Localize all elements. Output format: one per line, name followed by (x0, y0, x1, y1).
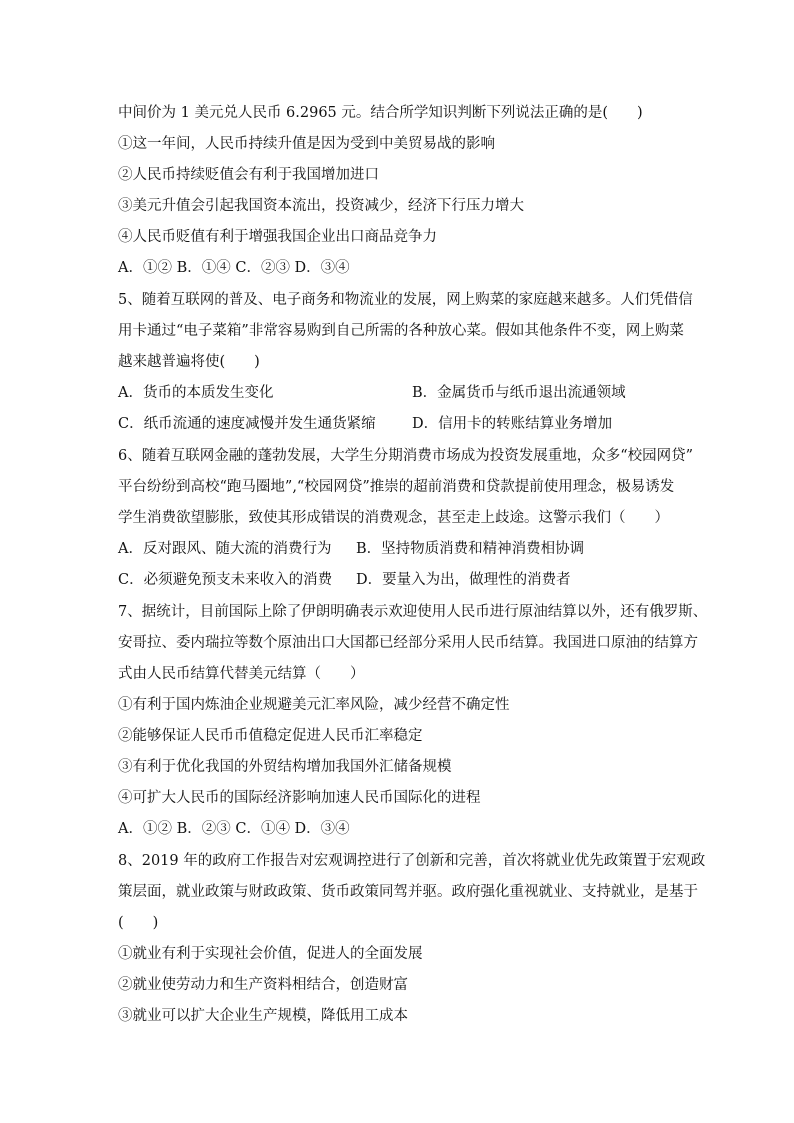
q4-item-3: ③美元升值会引起我国资本流出，投资减少，经济下行压力增大 (118, 198, 524, 214)
q7-options: A．①② B．②③ C．①④ D．③④ (118, 821, 350, 837)
q7-item-3: ③有利于优化我国的外贸结构增加我国外汇储备规模 (118, 759, 452, 775)
q5-option-b: B．金属货币与纸币退出流通领域 (412, 385, 626, 401)
q8-item-1: ①就业有利于实现社会价值，促进人的全面发展 (118, 946, 423, 962)
q5-stem-line-1: 5、随着互联网的普及、电子商务和物流业的发展，网上购菜的家庭越来越多。人们凭借信 (118, 292, 693, 308)
q8-stem-line-2: 策层面，就业政策与财政政策、货币政策同驾并驱。政府强化重视就业、支持就业，是基于 (118, 884, 698, 900)
q7-stem-line-3: 式由人民币结算代替美元结算（ ） (118, 666, 365, 682)
q6-options-row-2 (118, 570, 571, 590)
q6-option-b: B．坚持物质消费和精神消费相协调 (356, 541, 585, 557)
q5-stem-line-3: 越来越普遍将使( ) (118, 354, 260, 370)
q6-option-d: D．要量入为出，做理性的消费者 (356, 572, 571, 588)
q6-option-a: A．反对跟风、随大流的消费行为 (118, 541, 332, 557)
q8-stem-line-1: 8、2019 年的政府工作报告对宏观调控进行了创新和完善，首次将就业优先政策置于宏观政 (118, 853, 706, 869)
q8-item-2: ②就业使劳动力和生产资料相结合，创造财富 (118, 977, 408, 993)
q7-stem-line-2: 安哥拉、委内瑞拉等数个原油出口大国都已经部分采用人民币结算。我国进口原油的结算方 (118, 635, 698, 651)
q5-options-row-1 (118, 383, 626, 403)
q6-option-c: C．必须避免预支未来收入的消费 (118, 572, 333, 588)
q5-options-row-2 (118, 414, 613, 434)
q7-stem-line-1: 7、据统计，目前国际上除了伊朗明确表示欢迎使用人民币进行原油结算以外，还有俄罗斯、 (118, 604, 708, 620)
q5-stem-line-2: 用卡通过“电子菜箱”非常容易购到自己所需的各种放心菜。假如其他条件不变，网上购菜 (118, 323, 684, 339)
q8-stem-line-3: ( ) (118, 915, 159, 931)
q8-item-3: ③就业可以扩大企业生产规模，降低用工成本 (118, 1008, 408, 1024)
q5-option-d: D．信用卡的转账结算业务增加 (412, 416, 613, 432)
q5-option-a: A．货币的本质发生变化 (118, 385, 274, 401)
q4-options: A．①② B．①④ C．②③ D．③④ (118, 260, 350, 276)
q5-option-c: C．纸币流通的速度减慢并发生通货紧缩 (118, 416, 376, 432)
q4-item-4: ④人民币贬值有利于增强我国企业出口商品竞争力 (118, 229, 437, 245)
q4-item-2: ②人民币持续贬值会有利于我国增加进口 (118, 167, 379, 183)
q7-item-1: ①有利于国内炼油企业规避美元汇率风险，减少经营不确定性 (118, 697, 510, 713)
q6-stem-line-3: 学生消费欲望膨胀，致使其形成错误的消费观念，甚至走上歧途。这警示我们（ ） (118, 510, 669, 526)
q7-item-4: ④可扩大人民币的国际经济影响加速人民币国际化的进程 (118, 790, 481, 806)
q7-item-2: ②能够保证人民币币值稳定促进人民币汇率稳定 (118, 728, 423, 744)
q6-stem-line-1: 6、随着互联网金融的蓬勃发展，大学生分期消费市场成为投资发展重地，众多“校园网贷” (118, 448, 694, 464)
q4-item-1: ①这一年间，人民币持续升值是因为受到中美贸易战的影响 (118, 136, 495, 152)
q6-stem-line-2: 平台纷纷到高校“跑马圈地”,“校园网贷”推崇的超前消费和贷款提前使用理念，极易诱发 (118, 479, 675, 495)
q4-stem-end: 中间价为 1 美元兑人民币 6.2965 元。结合所学知识判断下列说法正确的是( ) (118, 105, 643, 121)
q6-options-row-1 (118, 539, 585, 559)
